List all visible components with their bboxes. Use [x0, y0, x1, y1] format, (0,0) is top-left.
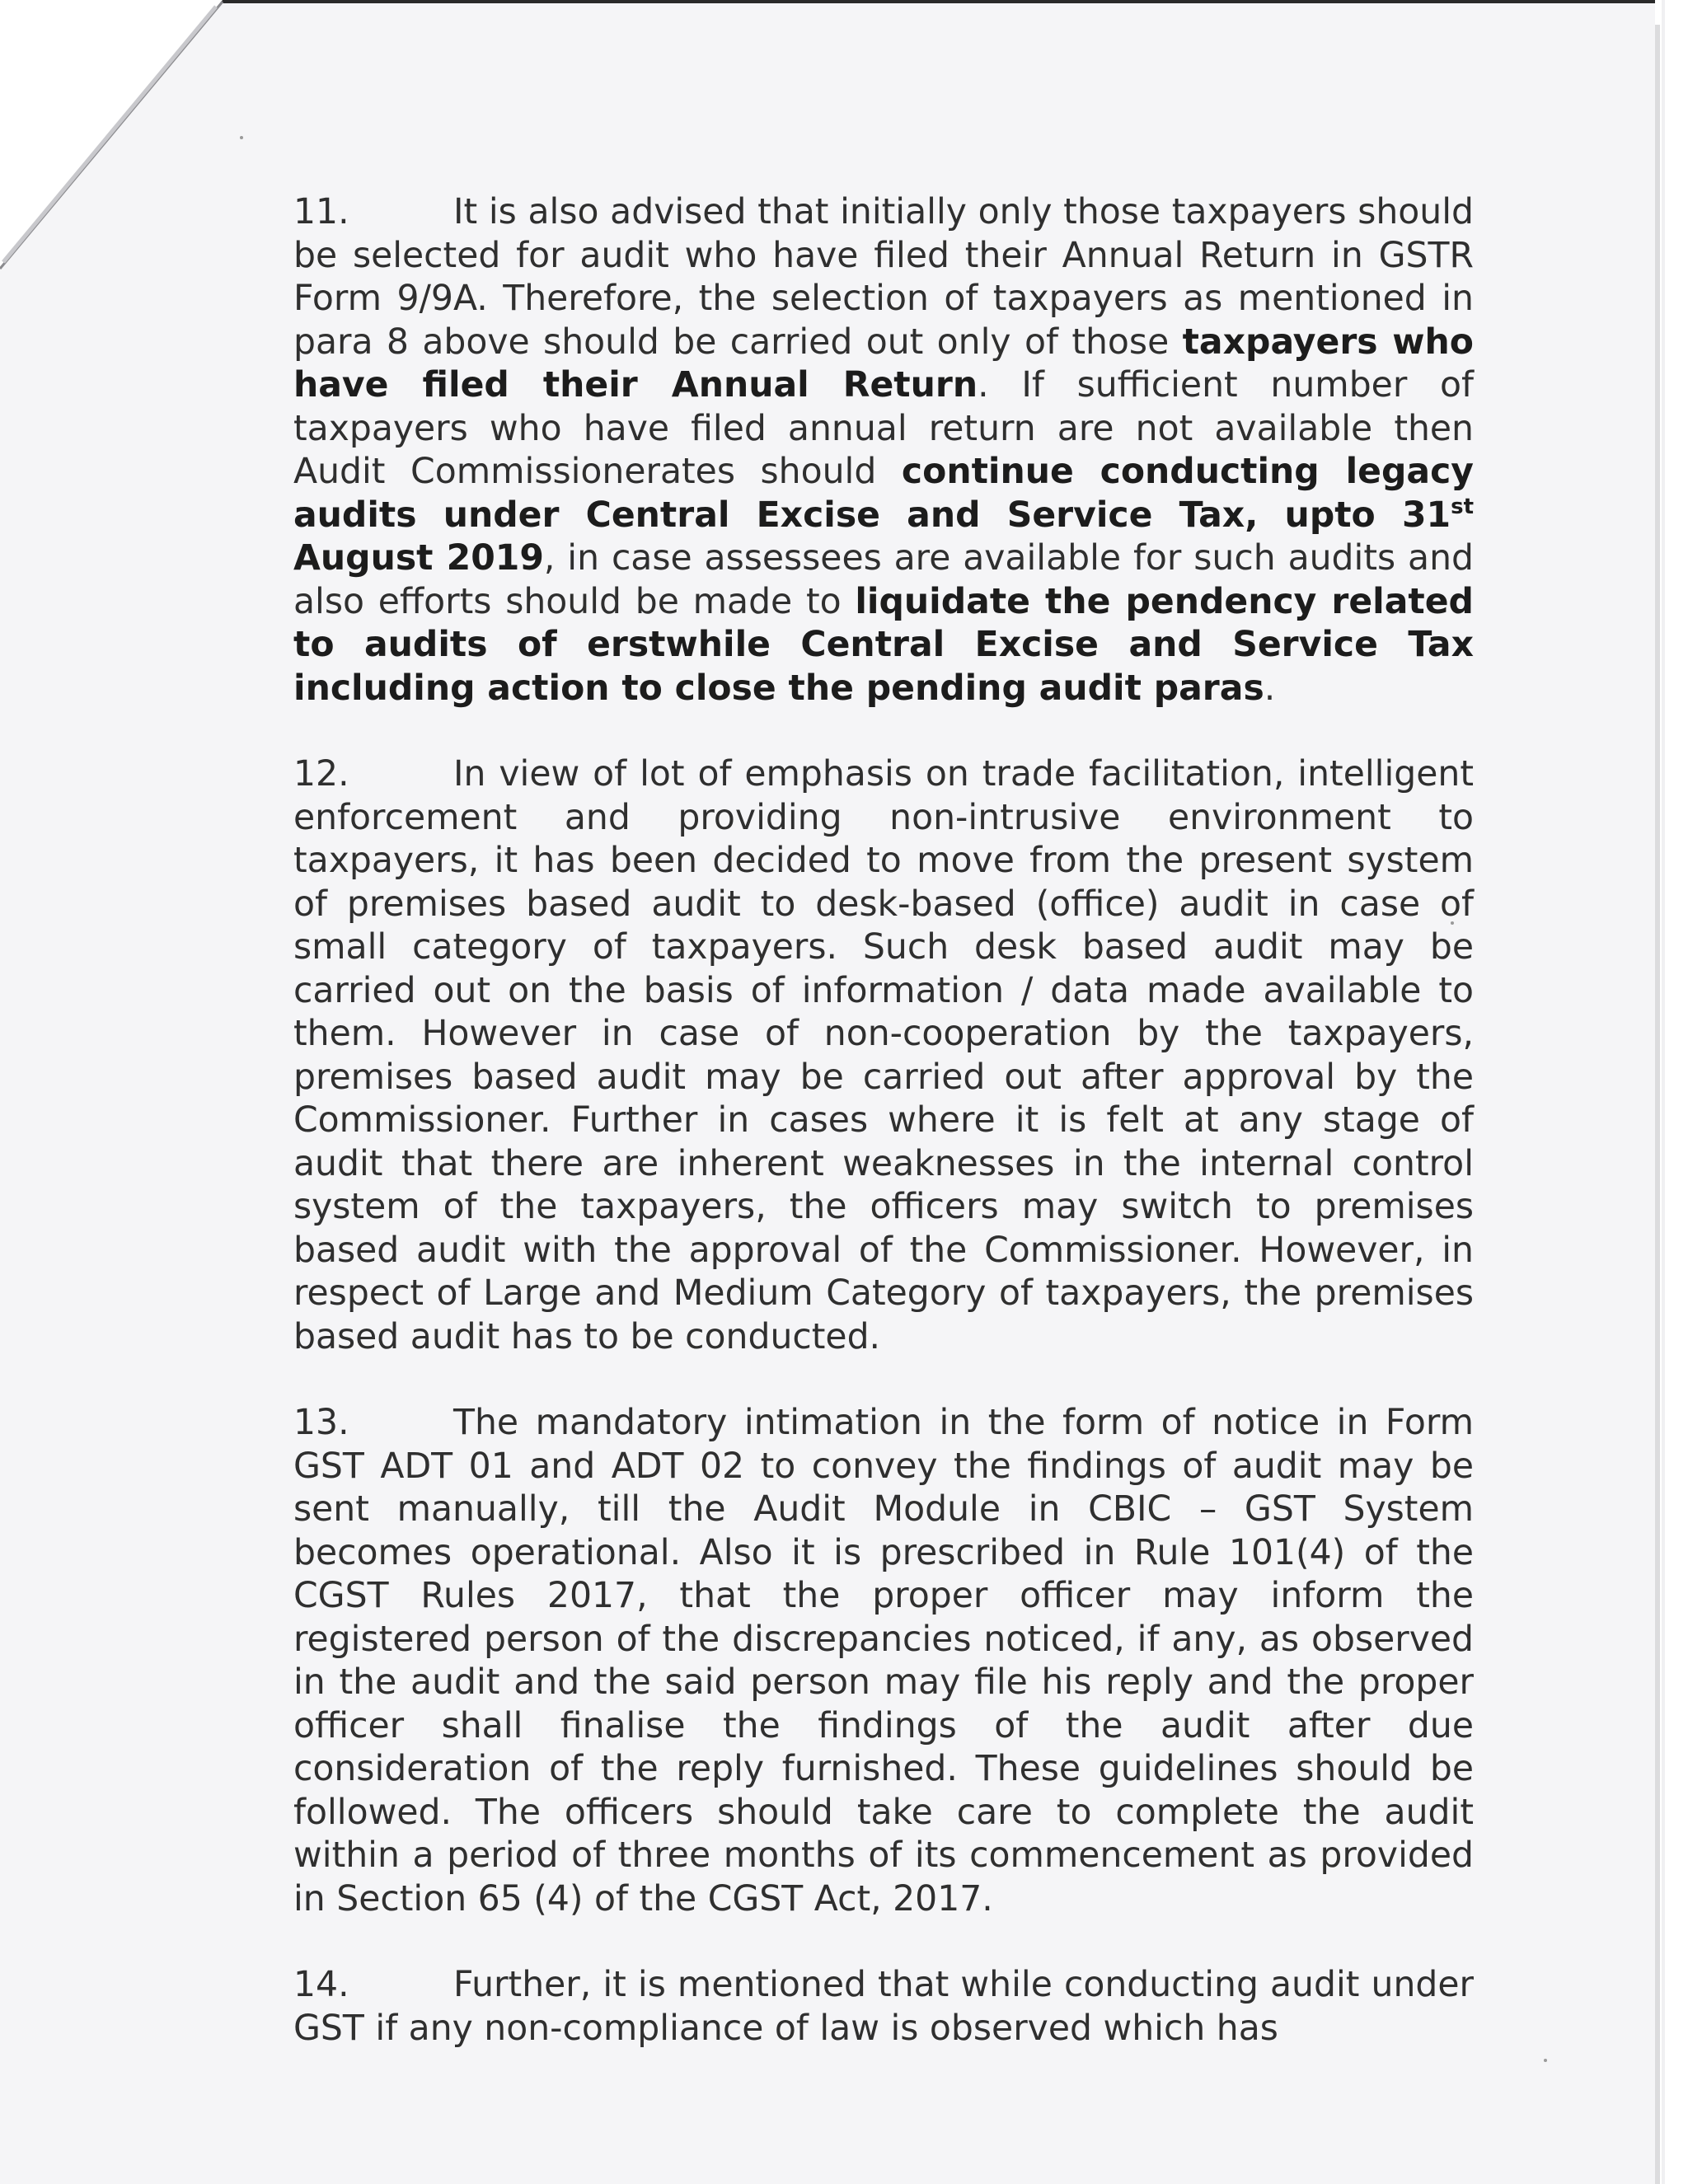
paragraph-13: [293, 1402, 1474, 1921]
paragraph-11: [293, 191, 1474, 710]
scan-speck: [240, 136, 243, 139]
paragraph-text: . If sufficient number of taxpayers who have filed annual return are not available then Audit Commissionerates should: [293, 365, 1475, 492]
bold-phrase: August 2019: [293, 538, 544, 579]
document-body: [293, 191, 1474, 2093]
bold-phrase: taxpayers who have filed their Annual Return: [293, 321, 1474, 405]
paragraph-12: [293, 753, 1474, 1359]
paragraph-number: 11.: [293, 192, 349, 232]
page-stack-edge: [1655, 25, 1660, 2184]
paragraph-text: The mandatory intimation in the form of notice in Form GST ADT 01 and ADT 02 to convey the findings of audit may be sent manually, till the Audit Module in CBIC – GST System becomes operational. Also it is prescribed in Rule 101(4) of the CGST Rules 2017, that the proper officer may inform the registered person of the discrepancies noticed, if any, as observed in the audit and the said person may file his reply and the proper officer shall finalise the findings of the audit after due consideration of the reply furnished. These guidelines should be followed. The officers should take care to complete the audit within a period of three months of its commencement as provided in Section 65 (4) of the CGST Act, 2017.: [293, 1403, 1474, 1919]
paragraph-number: 12.: [293, 754, 349, 794]
paragraph-text: It is also advised that initially only those taxpayers should be selected for audit who have filed their Annual Return in GSTR Form 9/9A. Therefore, the selection of taxpayers as mentioned in para 8 above should be carried out only of those: [293, 192, 1474, 363]
bold-phrase: continue conducting legacy audits under Central Excise and Service Tax, upto 31: [293, 452, 1474, 536]
page-stack-edge-outer: [1662, 0, 1665, 2184]
paragraph-text: .: [1264, 668, 1276, 709]
scan-speck: [1544, 2059, 1547, 2062]
paragraph-number: 14.: [293, 1965, 349, 2005]
paragraph-text: In view of lot of emphasis on trade facilitation, intelligent enforcement and providing non-intrusive environment to taxpayers, it has been decided to move from the present system of premises based audit to desk-based (office) audit in case of small category of taxpayers. Such desk based audit may be carried out on the basis of information / data made available to them. However in case of non-cooperation by the taxpayers, premises based audit may be carried out after approval by the Commissioner. Further in cases where it is felt at any stage of audit that there are inherent weaknesses in the internal control system of the taxpayers, the officers may switch to premises based audit with the approval of the Commissioner. However, in respect of Large and Medium Category of taxpayers, the premises based audit has to be conducted.: [293, 754, 1474, 1357]
paragraph-text: , in case assessees are available for such audits and also efforts should be made to: [293, 538, 1474, 622]
paragraph-number: 13.: [293, 1403, 349, 1443]
bold-phrase: liquidate the pendency related to audits of erstwhile Central Excise and Service Tax including action to close the pending audit paras: [293, 581, 1474, 709]
paragraph-text: Further, it is mentioned that while conducting audit under GST if any non-compliance of law is observed which has: [293, 1965, 1474, 2049]
paragraph-14: [293, 1964, 1474, 2050]
ordinal-suffix: st: [1451, 494, 1474, 519]
folded-corner: [0, 0, 239, 280]
